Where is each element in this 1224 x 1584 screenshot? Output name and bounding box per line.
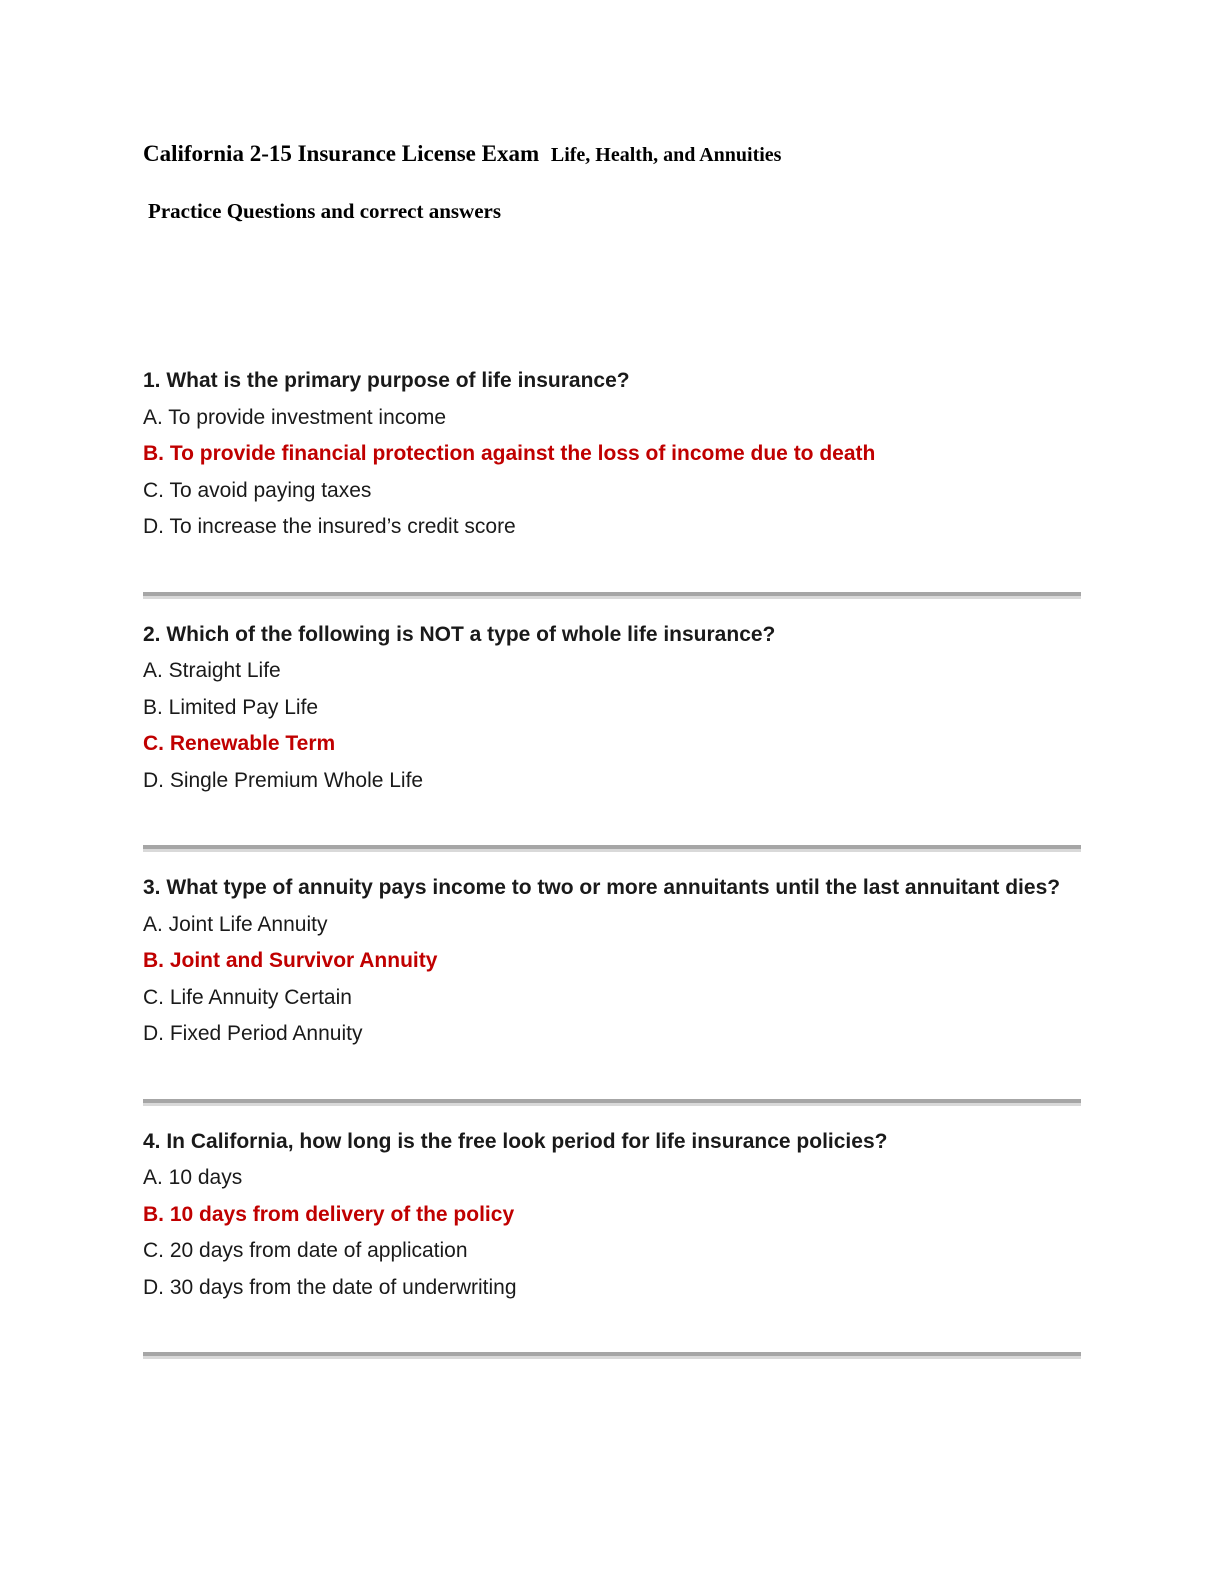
question-divider (143, 1099, 1081, 1106)
question-2-option-c-correct-answer: C. Renewable Term (143, 732, 336, 755)
question-2-option-b: B. Limited Pay Life (143, 695, 319, 719)
question-1-option-a: A. To provide investment income (143, 405, 447, 429)
question-block-2 (143, 617, 1081, 853)
question-divider (143, 845, 1081, 852)
question-4-option-a: A. 10 days (143, 1166, 243, 1189)
questions-list (143, 363, 1081, 1359)
question-3-option-b-correct-answer: B. Joint and Survivor Annuity (143, 949, 438, 972)
question-divider (143, 592, 1081, 599)
question-4-option-b-correct-answer: B. 10 days from delivery of the policy (143, 1202, 515, 1226)
question-4-text: 4. In California, how long is the free look period for life insurance policies? (143, 1129, 888, 1153)
document-title (143, 138, 1081, 171)
question-3-option-d: D. Fixed Period Annuity (143, 1022, 363, 1045)
document-title-suffix: Life, Health, and Annuities (550, 144, 782, 166)
question-divider (143, 1352, 1081, 1359)
question-4-option-c: C. 20 days from date of application (143, 1239, 468, 1262)
question-3-text: 3. What type of annuity pays income to two or more annuitants until the last annuitant dies? (143, 876, 1061, 899)
question-2-text: 2. Which of the following is NOT a type of whole life insurance? (143, 622, 776, 646)
question-2-option-d: D. Single Premium Whole Life (143, 768, 424, 792)
question-3-option-c: C. Life Annuity Certain (143, 985, 352, 1009)
question-1-text: 1. What is the primary purpose of life insurance? (143, 369, 630, 392)
question-3-option-a: A. Joint Life Annuity (143, 912, 328, 936)
question-1-option-d: D. To increase the insured’s credit score (143, 515, 516, 538)
document-subtitle: Practice Questions and correct answers (148, 199, 502, 223)
question-1-option-b-correct-answer: B. To provide financial protection against the loss of income due to death (143, 442, 876, 465)
question-4-option-d: D. 30 days from the date of underwriting (143, 1275, 517, 1299)
question-block-4 (143, 1124, 1081, 1360)
question-1-option-c: C. To avoid paying taxes (143, 478, 372, 502)
question-block-1 (143, 363, 1081, 599)
question-block-3 (143, 870, 1081, 1106)
document-title-main: California 2-15 Insurance License Exam (143, 141, 540, 166)
question-2-option-a: A. Straight Life (143, 659, 281, 682)
